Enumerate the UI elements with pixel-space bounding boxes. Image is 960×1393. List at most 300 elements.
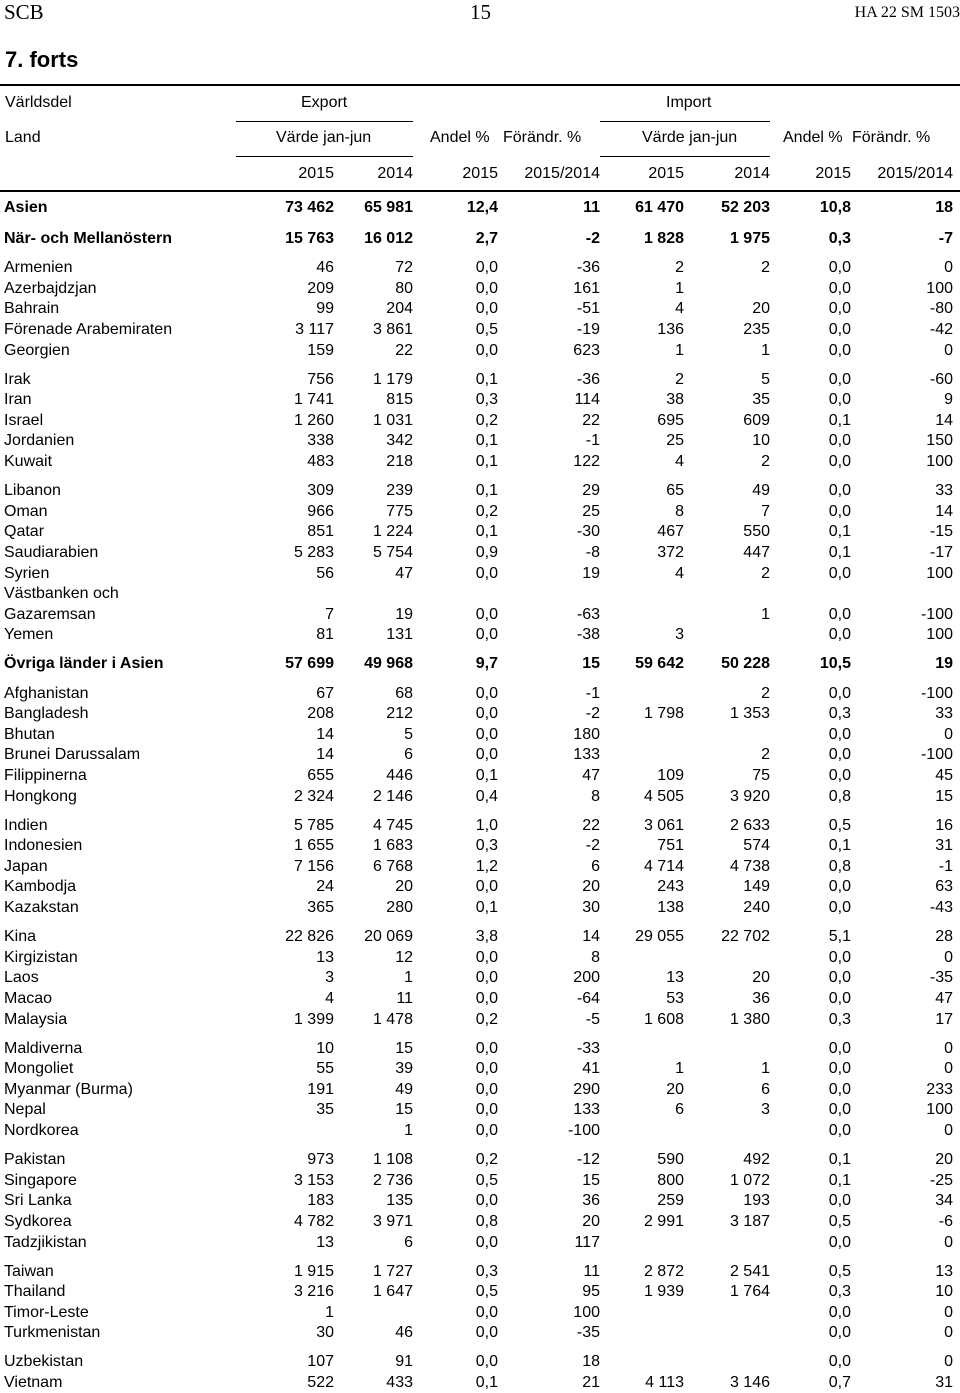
export-share-cell: 0,0 xyxy=(475,342,498,359)
export-share-cell: 0,0 xyxy=(475,1060,498,1077)
import-2015-cell: 2 xyxy=(675,371,684,388)
import-share-cell: 0,0 xyxy=(828,878,851,895)
export-change-cell: -63 xyxy=(576,606,600,623)
import-2014-cell: 240 xyxy=(743,899,770,916)
export-change-cell: 22 xyxy=(582,817,600,834)
country-name: Syrien xyxy=(4,565,50,582)
import-2014-cell: 75 xyxy=(752,767,770,784)
export-2015-cell: 1 915 xyxy=(293,1263,334,1280)
country-name: Kina xyxy=(4,928,37,945)
import-change-cell: -6 xyxy=(938,1213,953,1230)
country-name: Uzbekistan xyxy=(4,1353,84,1370)
import-2014-cell: 550 xyxy=(743,523,770,540)
import-2015-cell: 4 xyxy=(675,300,684,317)
export-change-cell: 117 xyxy=(574,1234,600,1251)
export-2015-cell: 15 763 xyxy=(285,230,334,247)
export-2014-cell: 342 xyxy=(386,432,413,449)
export-2015-cell: 1 655 xyxy=(293,837,334,854)
export-share-cell: 0,3 xyxy=(475,391,498,408)
import-2015-cell: 13 xyxy=(666,969,684,986)
import-2015-cell: 2 xyxy=(675,259,684,276)
import-share-cell: 0,3 xyxy=(828,705,851,722)
import-change-cell: 233 xyxy=(926,1081,953,1098)
import-share-cell: 0,0 xyxy=(828,1324,851,1341)
export-share-cell: 0,0 xyxy=(475,1304,498,1321)
export-2014-cell: 1 647 xyxy=(372,1283,413,1300)
export-2014-cell: 15 xyxy=(395,1040,413,1057)
country-name: Asien xyxy=(4,199,48,216)
import-change-cell: -100 xyxy=(920,746,953,763)
export-change-cell: 15 xyxy=(582,655,600,672)
export-2014-cell: 72 xyxy=(395,259,413,276)
export-2014-cell: 20 069 xyxy=(364,928,413,945)
import-2014-cell: 2 xyxy=(761,746,770,763)
country-name: Indonesien xyxy=(4,837,83,854)
country-name: Armenien xyxy=(4,259,73,276)
export-2015-cell: 10 xyxy=(316,1040,334,1057)
import-2014-cell: 492 xyxy=(743,1151,770,1168)
export-change-cell: 6 xyxy=(591,858,600,875)
export-2014-cell: 1 xyxy=(404,1122,413,1139)
export-2015-cell: 7 156 xyxy=(293,858,334,875)
country-name: Hongkong xyxy=(4,788,77,805)
export-change-cell: 122 xyxy=(573,453,600,470)
export-share-cell: 0,1 xyxy=(475,453,498,470)
export-change-cell: -36 xyxy=(576,371,600,388)
country-name: Turkmenistan xyxy=(4,1324,101,1341)
export-2014-cell: 2 146 xyxy=(372,788,413,805)
export-change-cell: 133 xyxy=(573,746,600,763)
export-2015-cell: 2 324 xyxy=(293,788,334,805)
country-name: Macao xyxy=(4,990,53,1007)
export-change-cell: 95 xyxy=(582,1283,600,1300)
country-name: Myanmar (Burma) xyxy=(4,1081,133,1098)
page-number: 15 xyxy=(470,0,491,24)
export-2014-cell: 49 968 xyxy=(364,655,413,672)
country-name: Georgien xyxy=(4,342,70,359)
export-2015-cell: 973 xyxy=(307,1151,334,1168)
export-2015-cell: 3 216 xyxy=(293,1283,334,1300)
import-change-cell: 47 xyxy=(935,990,953,1007)
import-share-cell: 0,0 xyxy=(828,1122,851,1139)
year-import-share: 2015 xyxy=(815,165,851,182)
export-2015-cell: 1 741 xyxy=(293,391,334,408)
export-share-cell: 0,1 xyxy=(475,523,498,540)
import-2014-cell: 2 xyxy=(761,565,770,582)
export-2015-cell: 1 xyxy=(325,1304,334,1321)
export-2015-cell: 209 xyxy=(307,280,334,297)
import-share-cell: 0,3 xyxy=(828,1283,851,1300)
import-share-cell: 0,3 xyxy=(828,1011,851,1028)
export-share-cell: 0,3 xyxy=(475,837,498,854)
import-2014-cell: 20 xyxy=(752,969,770,986)
export-2014-cell: 4 745 xyxy=(372,817,413,834)
country-name: Brunei Darussalam xyxy=(4,746,141,763)
import-2014-cell: 1 xyxy=(761,606,770,623)
year-export-change: 2015/2014 xyxy=(524,165,600,182)
export-share-cell: 0,5 xyxy=(475,1283,498,1300)
import-change-cell: -100 xyxy=(920,606,953,623)
import-label: Import xyxy=(666,94,712,111)
import-2014-cell: 3 146 xyxy=(729,1374,770,1391)
import-2015-cell: 8 xyxy=(675,503,684,520)
country-name: Kirgizistan xyxy=(4,949,78,966)
import-2014-cell: 447 xyxy=(743,544,770,561)
import-2014-cell: 2 xyxy=(761,453,770,470)
export-share-cell: 12,4 xyxy=(466,199,498,216)
export-2014-cell: 1 727 xyxy=(372,1263,413,1280)
import-2015-cell: 1 xyxy=(675,342,684,359)
export-change-cell: -38 xyxy=(576,626,600,643)
export-2015-cell: 56 xyxy=(316,565,334,582)
export-share-cell: 0,0 xyxy=(475,565,498,582)
export-2014-cell: 20 xyxy=(395,878,413,895)
export-share-cell: 0,0 xyxy=(475,746,498,763)
export-change-cell: 290 xyxy=(573,1081,600,1098)
import-2015-cell: 4 505 xyxy=(643,788,684,805)
import-2015-cell: 1 798 xyxy=(643,705,684,722)
country-name: Västbanken och xyxy=(4,585,119,602)
import-change-cell: 10 xyxy=(935,1283,953,1300)
import-change-cell: 15 xyxy=(935,788,953,805)
year-import-2014: 2014 xyxy=(734,165,770,182)
import-share-cell: 0,0 xyxy=(828,1192,851,1209)
import-change-cell: 33 xyxy=(935,482,953,499)
year-export-2014: 2014 xyxy=(377,165,413,182)
import-share-cell: 0,1 xyxy=(828,412,851,429)
export-share-cell: 0,0 xyxy=(475,1101,498,1118)
import-share-cell: 0,0 xyxy=(828,1101,851,1118)
import-change-cell: 100 xyxy=(926,280,953,297)
import-2015-cell: 1 xyxy=(675,280,684,297)
export-share-cell: 0,1 xyxy=(475,1374,498,1391)
import-share-cell: 0,0 xyxy=(828,391,851,408)
export-change-cell: 22 xyxy=(582,412,600,429)
export-2014-cell: 2 736 xyxy=(372,1172,413,1189)
import-2015-cell: 590 xyxy=(657,1151,684,1168)
import-share-cell: 0,0 xyxy=(828,949,851,966)
import-change-cell: 33 xyxy=(935,705,953,722)
export-share-cell: 0,0 xyxy=(475,1040,498,1057)
year-export-2015: 2015 xyxy=(298,165,334,182)
export-2014-cell: 1 xyxy=(404,969,413,986)
import-2015-cell: 25 xyxy=(666,432,684,449)
country-name: När- och Mellanöstern xyxy=(4,230,173,247)
country-name: Bhutan xyxy=(4,726,55,743)
import-2014-cell: 1 353 xyxy=(729,705,770,722)
export-2014-cell: 47 xyxy=(395,565,413,582)
import-2015-cell: 2 991 xyxy=(643,1213,684,1230)
export-2014-cell: 280 xyxy=(386,899,413,916)
country-name: Laos xyxy=(4,969,39,986)
export-share-cell: 0,2 xyxy=(475,412,498,429)
import-share-cell: 0,0 xyxy=(828,1304,851,1321)
export-change-cell: 180 xyxy=(573,726,600,743)
import-2015-cell: 59 642 xyxy=(635,655,684,672)
export-change-cell: 20 xyxy=(582,878,600,895)
import-2014-cell: 2 xyxy=(761,685,770,702)
export-2014-cell: 39 xyxy=(395,1060,413,1077)
export-share-cell: 0,3 xyxy=(475,1263,498,1280)
export-change-cell: 18 xyxy=(582,1353,600,1370)
country-name: Kazakstan xyxy=(4,899,79,916)
import-share-cell: 0,0 xyxy=(828,432,851,449)
export-2015-cell: 1 260 xyxy=(293,412,334,429)
import-2014-cell: 2 xyxy=(761,259,770,276)
import-2015-cell: 243 xyxy=(657,878,684,895)
export-change-cell: -19 xyxy=(576,321,600,338)
export-share-cell: 0,0 xyxy=(475,1324,498,1341)
import-2014-cell: 1 072 xyxy=(729,1172,770,1189)
export-2014-cell: 49 xyxy=(395,1081,413,1098)
export-share-cell: 0,1 xyxy=(475,371,498,388)
import-2014-cell: 1 xyxy=(761,342,770,359)
export-change-cell: -36 xyxy=(576,259,600,276)
import-2015-cell: 38 xyxy=(666,391,684,408)
country-name: Singapore xyxy=(4,1172,77,1189)
export-change-cell: 161 xyxy=(573,280,600,297)
export-change-cell: 133 xyxy=(573,1101,600,1118)
import-2014-cell: 1 380 xyxy=(729,1011,770,1028)
import-change-cell: 31 xyxy=(935,837,953,854)
country-name: Azerbajdzjan xyxy=(4,280,97,297)
import-share-cell: 0,0 xyxy=(828,300,851,317)
export-share-cell: 0,5 xyxy=(475,321,498,338)
export-2014-cell: 212 xyxy=(386,705,413,722)
import-2015-cell: 372 xyxy=(657,544,684,561)
export-2014-cell: 135 xyxy=(386,1192,413,1209)
country-name: Sydkorea xyxy=(4,1213,72,1230)
country-name: Malaysia xyxy=(4,1011,68,1028)
export-2014-cell: 3 971 xyxy=(372,1213,413,1230)
export-2014-cell: 131 xyxy=(386,626,413,643)
import-2015-cell: 65 xyxy=(666,482,684,499)
import-share-cell: 0,0 xyxy=(828,899,851,916)
import-share-cell: 0,0 xyxy=(828,482,851,499)
import-change-cell: 150 xyxy=(926,432,953,449)
export-2015-cell: 99 xyxy=(316,300,334,317)
country-name: Förenade Arabemiraten xyxy=(4,321,173,338)
import-change-cell: 0 xyxy=(944,342,953,359)
country-name: Saudiarabien xyxy=(4,544,99,561)
export-change-cell: -100 xyxy=(567,1122,600,1139)
import-share-cell: 0,0 xyxy=(828,342,851,359)
import-change-cell: 19 xyxy=(935,655,953,672)
export-2014-cell: 12 xyxy=(395,949,413,966)
import-2015-cell: 138 xyxy=(657,899,684,916)
import-2014-cell: 22 702 xyxy=(721,928,770,945)
import-2015-cell: 467 xyxy=(657,523,684,540)
export-share-cell: 0,0 xyxy=(475,878,498,895)
export-change-cell: -51 xyxy=(576,300,600,317)
export-2015-cell: 1 399 xyxy=(293,1011,334,1028)
import-2015-cell: 3 061 xyxy=(643,817,684,834)
country-name: Bangladesh xyxy=(4,705,89,722)
import-share-cell: 0,0 xyxy=(828,259,851,276)
export-2014-cell: 11 xyxy=(396,990,413,1007)
export-2014-cell: 5 xyxy=(404,726,413,743)
export-2015-cell: 183 xyxy=(307,1192,334,1209)
publication-code: HA 22 SM 1503 xyxy=(854,4,960,21)
import-2014-cell: 7 xyxy=(761,503,770,520)
import-change-cell: 0 xyxy=(944,1353,953,1370)
import-share-cell: 0,0 xyxy=(828,321,851,338)
export-2014-cell: 15 xyxy=(395,1101,413,1118)
import-2015-cell: 4 xyxy=(675,453,684,470)
export-change-cell: 20 xyxy=(582,1213,600,1230)
export-change-cell: 29 xyxy=(582,482,600,499)
export-2015-cell: 191 xyxy=(307,1081,334,1098)
export-share-cell: 0,2 xyxy=(475,1151,498,1168)
import-2014-cell: 149 xyxy=(743,878,770,895)
export-2015-cell: 46 xyxy=(316,259,334,276)
export-2014-cell: 91 xyxy=(395,1353,413,1370)
export-2014-cell: 6 768 xyxy=(372,858,413,875)
export-change-cell: -5 xyxy=(585,1011,600,1028)
export-change-cell: 41 xyxy=(582,1060,600,1077)
import-share-cell: 0,1 xyxy=(828,837,851,854)
import-2014-cell: 5 xyxy=(761,371,770,388)
import-share-cell: 0,1 xyxy=(828,523,851,540)
import-2014-cell: 2 633 xyxy=(729,817,770,834)
export-2014-cell: 433 xyxy=(386,1374,413,1391)
import-share-cell: 0,0 xyxy=(828,1060,851,1077)
import-share-cell: 0,0 xyxy=(828,1234,851,1251)
import-change-cell: 0 xyxy=(944,1234,953,1251)
import-change-cell: 13 xyxy=(935,1263,953,1280)
import-2015-cell: 4 113 xyxy=(645,1374,684,1391)
import-2014-cell: 20 xyxy=(752,300,770,317)
export-change-cell: -2 xyxy=(585,230,600,247)
export-share-cell: 0,0 xyxy=(475,1353,498,1370)
import-2014-cell: 36 xyxy=(752,990,770,1007)
export-2014-cell: 46 xyxy=(395,1324,413,1341)
export-2015-cell: 309 xyxy=(307,482,334,499)
export-2014-cell: 1 108 xyxy=(372,1151,413,1168)
import-change-cell: 20 xyxy=(935,1151,953,1168)
import-2015-cell: 4 xyxy=(675,565,684,582)
import-change-cell: -17 xyxy=(929,544,953,561)
export-2015-cell: 13 xyxy=(316,949,334,966)
import-share-cell: 0,0 xyxy=(828,565,851,582)
import-2015-cell: 61 470 xyxy=(635,199,684,216)
import-share-cell: 0,1 xyxy=(828,544,851,561)
country-name: Sri Lanka xyxy=(4,1192,72,1209)
import-2014-cell: 3 xyxy=(761,1101,770,1118)
year-import-change: 2015/2014 xyxy=(877,165,953,182)
export-2015-cell: 22 826 xyxy=(285,928,334,945)
export-share-cell: 0,8 xyxy=(475,1213,498,1230)
import-2015-cell: 53 xyxy=(666,990,684,1007)
export-change-cell: -64 xyxy=(576,990,600,1007)
country-name: Indien xyxy=(4,817,48,834)
export-change-cell: -1 xyxy=(585,432,600,449)
export-2015-cell: 3 xyxy=(325,969,334,986)
import-change-cell: 14 xyxy=(935,503,953,520)
export-2014-cell: 80 xyxy=(395,280,413,297)
import-change-cell: -7 xyxy=(938,230,953,247)
export-value-label: Värde jan-jun xyxy=(276,129,372,146)
export-2015-cell: 3 153 xyxy=(293,1172,334,1189)
import-2014-cell: 1 xyxy=(761,1060,770,1077)
country-name: Filippinerna xyxy=(4,767,87,784)
export-share-cell: 0,0 xyxy=(475,606,498,623)
export-share-cell: 1,2 xyxy=(475,858,498,875)
export-share-cell: 9,7 xyxy=(475,655,498,672)
export-change-cell: 200 xyxy=(573,969,600,986)
export-2014-cell: 218 xyxy=(386,453,413,470)
year-import-2015: 2015 xyxy=(648,165,684,182)
import-change-cell: 31 xyxy=(935,1374,953,1391)
page-header-left: SCB xyxy=(4,0,44,24)
import-2014-cell: 4 738 xyxy=(729,858,770,875)
export-2015-cell: 81 xyxy=(316,626,334,643)
import-share-cell: 0,1 xyxy=(828,1151,851,1168)
export-2014-cell: 65 981 xyxy=(364,199,413,216)
export-2015-cell: 159 xyxy=(307,342,334,359)
export-share-label: Andel % xyxy=(430,129,490,146)
export-share-cell: 0,0 xyxy=(475,1234,498,1251)
export-share-cell: 0,1 xyxy=(475,767,498,784)
import-2015-cell: 751 xyxy=(657,837,684,854)
import-change-cell: -1 xyxy=(938,858,953,875)
country-name: Libanon xyxy=(4,482,61,499)
import-2014-cell: 6 xyxy=(761,1081,770,1098)
import-2015-cell: 1 xyxy=(675,1060,684,1077)
import-change-cell: -100 xyxy=(920,685,953,702)
export-2015-cell: 5 785 xyxy=(293,817,334,834)
export-2015-cell: 655 xyxy=(307,767,334,784)
country-name: Kuwait xyxy=(4,453,53,470)
country-name: Iran xyxy=(4,391,32,408)
import-share-cell: 0,1 xyxy=(828,1172,851,1189)
export-2015-cell: 851 xyxy=(307,523,334,540)
export-2015-cell: 4 782 xyxy=(293,1213,334,1230)
export-2014-cell: 1 478 xyxy=(372,1011,413,1028)
export-2015-cell: 30 xyxy=(316,1324,334,1341)
import-share-cell: 0,5 xyxy=(828,817,851,834)
export-share-cell: 0,0 xyxy=(475,259,498,276)
export-2015-cell: 24 xyxy=(316,878,334,895)
export-change-cell: -33 xyxy=(576,1040,600,1057)
import-change-cell: -60 xyxy=(929,371,953,388)
import-change-cell: 100 xyxy=(926,1101,953,1118)
import-share-cell: 0,8 xyxy=(828,788,851,805)
import-change-cell: 18 xyxy=(935,199,953,216)
country-name: Pakistan xyxy=(4,1151,66,1168)
country-name: Gazaremsan xyxy=(4,606,96,623)
export-2015-cell: 365 xyxy=(307,899,334,916)
export-share-cell: 0,1 xyxy=(475,899,498,916)
export-2015-cell: 966 xyxy=(307,503,334,520)
import-share-cell: 0,8 xyxy=(828,858,851,875)
export-share-cell: 0,2 xyxy=(475,503,498,520)
export-share-cell: 0,0 xyxy=(475,1122,498,1139)
import-2014-cell: 3 187 xyxy=(729,1213,770,1230)
export-change-cell: 15 xyxy=(582,1172,600,1189)
export-change-cell: 8 xyxy=(591,949,600,966)
import-share-cell: 10,5 xyxy=(819,655,851,672)
import-2015-cell: 20 xyxy=(666,1081,684,1098)
import-2015-cell: 29 055 xyxy=(635,928,684,945)
import-2015-cell: 1 939 xyxy=(643,1283,684,1300)
export-share-cell: 0,0 xyxy=(475,949,498,966)
import-2015-cell: 3 xyxy=(675,626,684,643)
import-change-cell: 100 xyxy=(926,453,953,470)
export-change-cell: -8 xyxy=(585,544,600,561)
import-2014-cell: 10 xyxy=(752,432,770,449)
country-name: Thailand xyxy=(4,1283,66,1300)
